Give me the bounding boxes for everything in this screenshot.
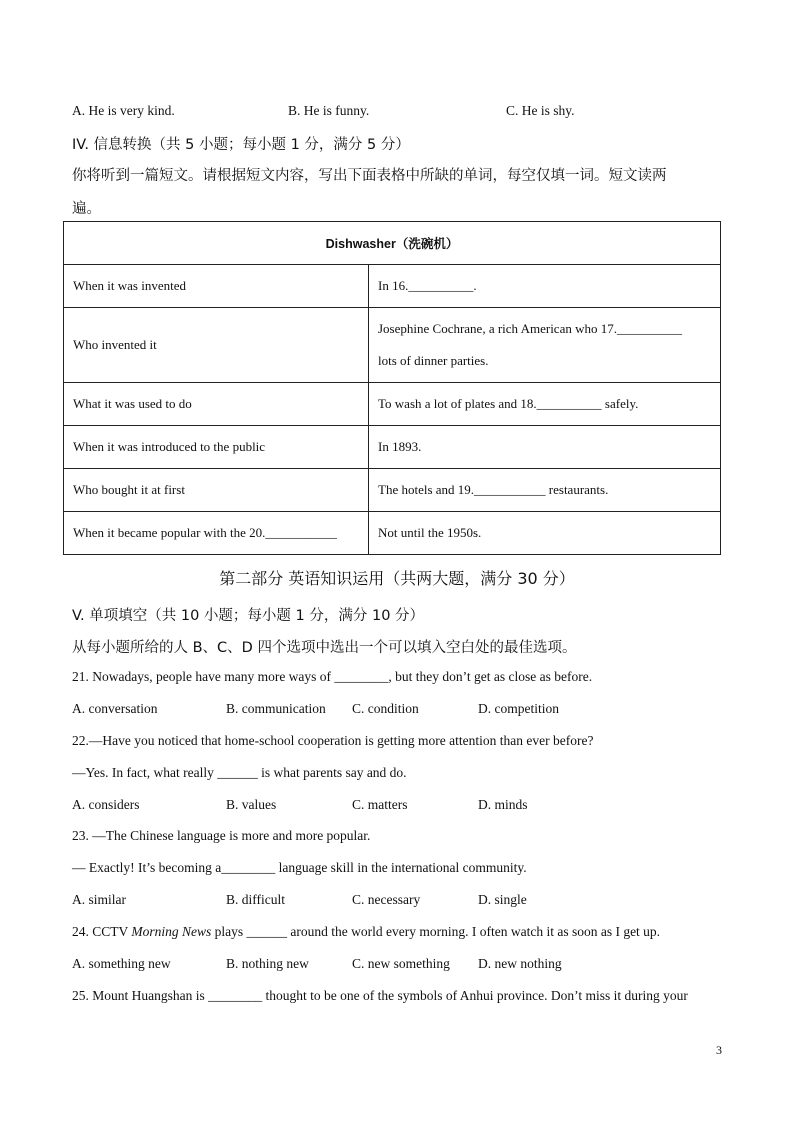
q21-option-c: C. condition bbox=[352, 701, 419, 716]
table-cell-answer: In 1893. bbox=[369, 426, 721, 469]
question-24-stem bbox=[72, 924, 660, 940]
section-4-instruction: 你将听到一篇短文。请根据短文内容，写出下面表格中所缺的单词，每空仅填一词。短文读两 bbox=[72, 168, 667, 184]
option-c: C. He is shy. bbox=[506, 103, 575, 118]
q22-option-c: C. matters bbox=[352, 797, 408, 812]
table-cell-answer: The hotels and 19.___________ restaurants. bbox=[369, 469, 721, 512]
q21-option-a: A. conversation bbox=[72, 701, 158, 716]
table-header-row bbox=[64, 222, 721, 265]
q24-stem-program-name: Morning News bbox=[131, 924, 212, 939]
table-cell-answer: To wash a lot of plates and 18.__________ safely. bbox=[369, 383, 721, 426]
table-cell-question: Who invented it bbox=[64, 308, 369, 383]
q23-option-d: D. single bbox=[478, 892, 527, 907]
q24-stem-pre: 24. CCTV bbox=[72, 924, 132, 939]
table-cell-answer bbox=[369, 308, 721, 383]
table-header: Dishwasher（洗碗机） bbox=[64, 222, 721, 265]
table-cell-question: When it was invented bbox=[64, 265, 369, 308]
section-5-title: V. 单项填空（共 10 小题；每小题 1 分，满分 10 分） bbox=[72, 608, 425, 624]
table-row bbox=[64, 512, 721, 555]
q23-option-b: B. difficult bbox=[226, 892, 285, 907]
q24-stem-post: plays ______ around the world every morning. I often watch it as soon as I get up. bbox=[211, 924, 661, 939]
q22-option-a: A. considers bbox=[72, 797, 140, 812]
page-number: 3 bbox=[716, 1043, 722, 1057]
q23-option-a: A. similar bbox=[72, 892, 126, 907]
table-row bbox=[64, 383, 721, 426]
q23-option-c: C. necessary bbox=[352, 892, 421, 907]
q21-option-b: B. communication bbox=[226, 701, 326, 716]
table-row bbox=[64, 265, 721, 308]
table-cell-answer: In 16.__________. bbox=[369, 265, 721, 308]
info-table bbox=[63, 221, 721, 555]
question-25-stem: 25. Mount Huangshan is ________ thought to be one of the symbols of Anhui province. Don’t miss it during your bbox=[72, 988, 688, 1003]
table-cell-question: What it was used to do bbox=[64, 383, 369, 426]
question-22-stem: 22.—Have you noticed that home-school cooperation is getting more attention than ever before? bbox=[72, 733, 594, 748]
table-row bbox=[64, 308, 721, 383]
section-4-instruction-cont: 遍。 bbox=[72, 201, 101, 217]
part-2-title: 第二部分 英语知识运用（共两大题，满分 30 分） bbox=[219, 569, 575, 588]
option-a: A. He is very kind. bbox=[72, 103, 175, 118]
q21-option-d: D. competition bbox=[478, 701, 559, 716]
table-row bbox=[64, 469, 721, 512]
question-21-stem: 21. Nowadays, people have many more ways of ________, but they don’t get as close as before. bbox=[72, 669, 593, 684]
q24-option-a: A. something new bbox=[72, 956, 171, 971]
table-row bbox=[64, 426, 721, 469]
table-cell-answer: Not until the 1950s. bbox=[369, 512, 721, 555]
question-23-stem-reply: — Exactly! It’s becoming a________ language skill in the international community. bbox=[72, 860, 527, 875]
section-4-title: IV. 信息转换（共 5 小题；每小题 1 分，满分 5 分） bbox=[72, 137, 410, 153]
q22-option-d: D. minds bbox=[478, 797, 528, 812]
table-cell-question: Who bought it at first bbox=[64, 469, 369, 512]
table-cell-question: When it became popular with the 20.___________ bbox=[64, 512, 369, 555]
q24-option-b: B. nothing new bbox=[226, 956, 309, 971]
table-cell-answer-line: Josephine Cochrane, a rich American who 17.__________ bbox=[378, 321, 682, 336]
question-23-stem: 23. —The Chinese language is more and more popular. bbox=[72, 828, 371, 843]
table-cell-answer-line: lots of dinner parties. bbox=[378, 353, 489, 368]
question-22-stem-reply: —Yes. In fact, what really ______ is what parents say and do. bbox=[72, 765, 407, 780]
section-5-instruction: 从每小题所给的人 B、C、D 四个选项中选出一个可以填入空白处的最佳选项。 bbox=[72, 640, 577, 656]
q24-option-c: C. new something bbox=[352, 956, 450, 971]
q24-option-d: D. new nothing bbox=[478, 956, 562, 971]
q22-option-b: B. values bbox=[226, 797, 277, 812]
option-b: B. He is funny. bbox=[288, 103, 370, 118]
table-cell-question: When it was introduced to the public bbox=[64, 426, 369, 469]
